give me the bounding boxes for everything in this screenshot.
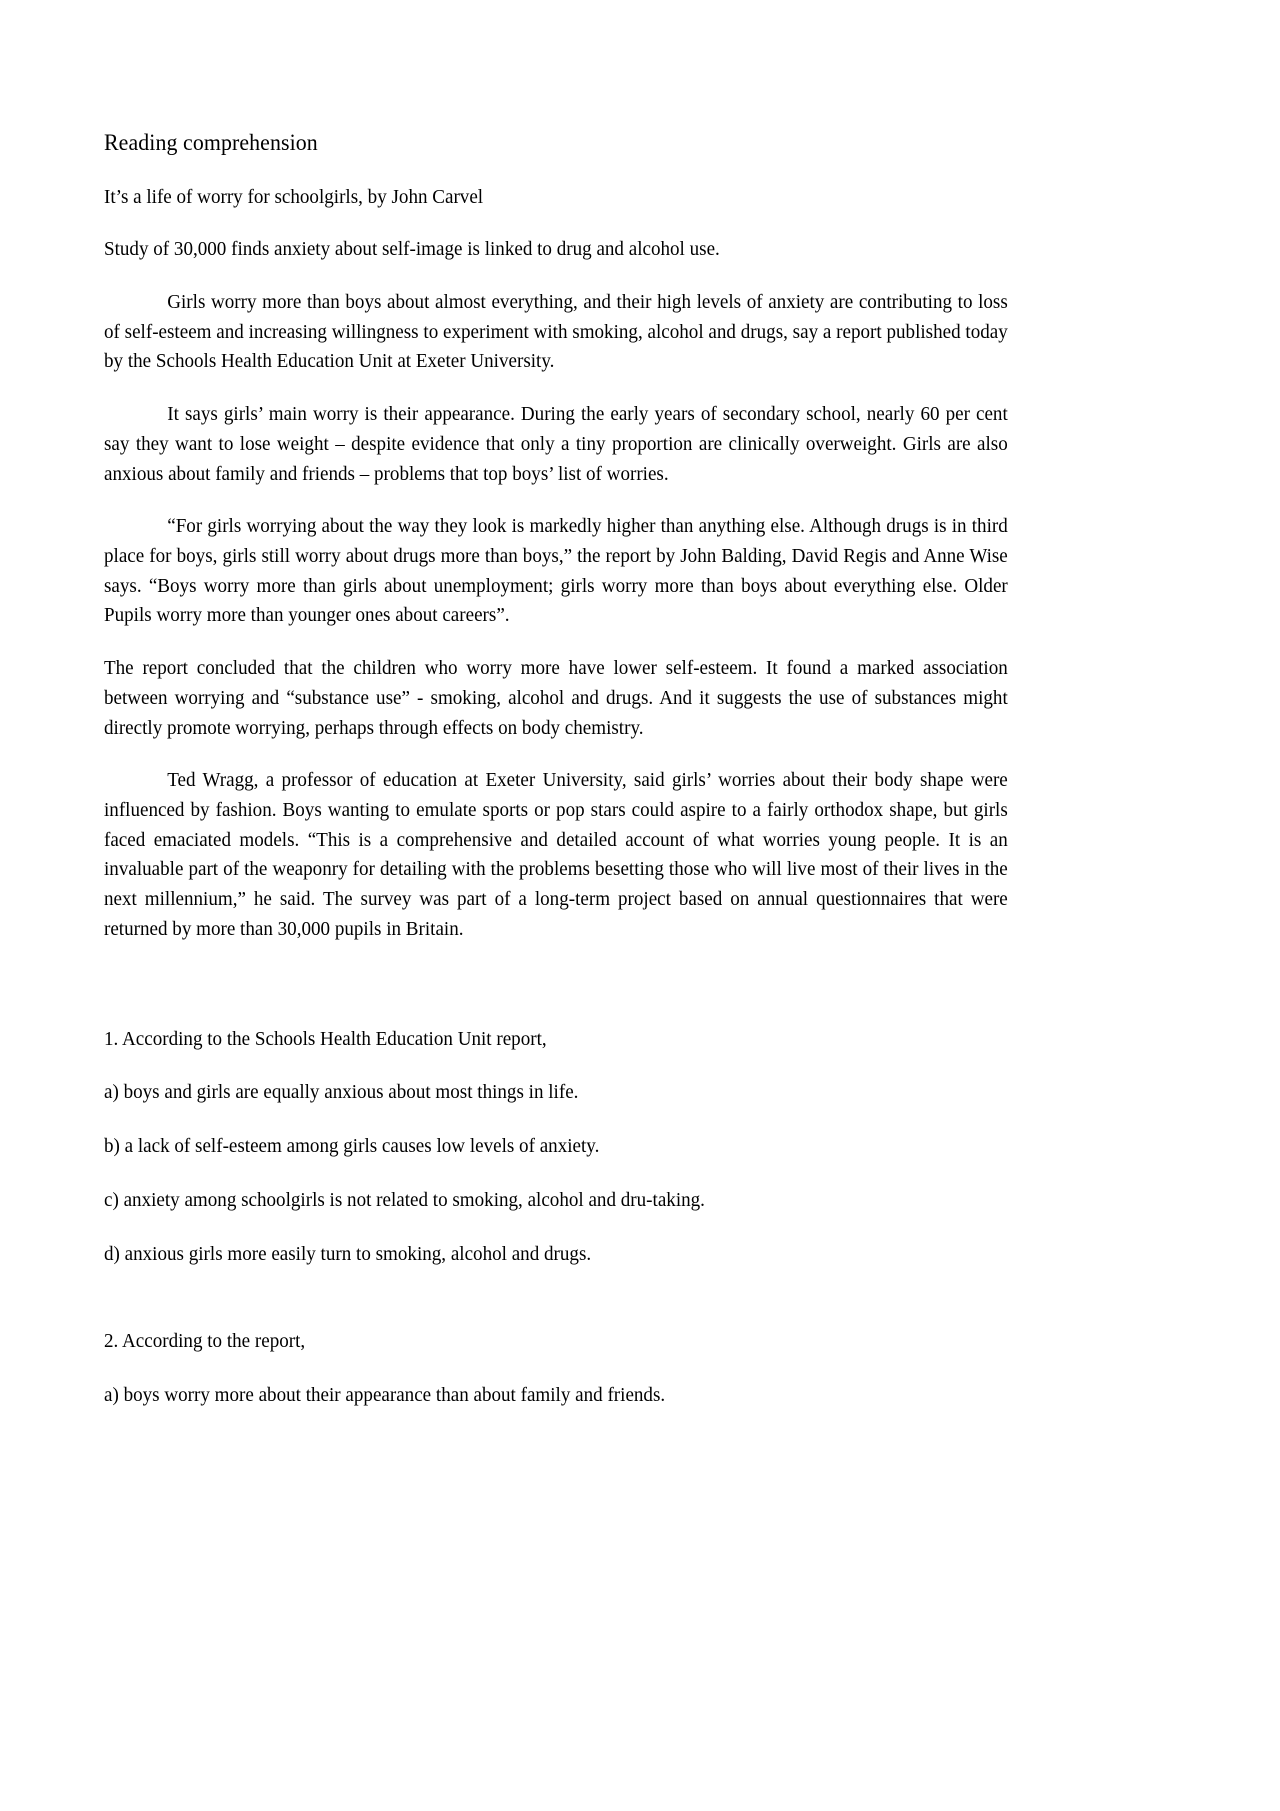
article-paragraph-4: The report concluded that the children who worry more have lower self-esteem. It found a marked association between worrying and “substance use” - smoking, alcohol and drugs. And it suggests the use of substances might directly promote worrying, perhaps through effects on body chemistry. — [104, 657, 1008, 739]
question-2-option-a[interactable]: a) boys worry more about their appearance than about family and friends. — [104, 1383, 666, 1406]
article-paragraph-3: “For girls worrying about the way they look is markedly higher than anything else. Although drugs is in third place for boys, girls still worry about drugs more than boys,” the report by John Balding, David Regis and Anne Wise says. “Boys worry more than girls about unemployment; girls worry more than boys about everything else. Older Pupils worry more than younger ones about careers”. — [104, 515, 1008, 627]
question-1-stem: 1. According to the Schools Health Education Unit report, — [104, 1027, 547, 1050]
article-standfirst: Study of 30,000 finds anxiety about self-image is linked to drug and alcohol use. — [104, 238, 720, 261]
question-1-option-a[interactable]: a) boys and girls are equally anxious about most things in life. — [104, 1081, 579, 1104]
question-spacer — [104, 1293, 1008, 1327]
section-spacer — [104, 967, 1008, 1025]
question-1-option-c[interactable]: c) anxiety among schoolgirls is not related to smoking, alcohol and dru-taking. — [104, 1188, 705, 1211]
page-title: Reading comprehension — [104, 130, 318, 156]
article-byline: It’s a life of worry for schoolgirls, by John Carvel — [104, 185, 484, 208]
document-content — [104, 128, 1008, 1435]
question-2-stem: 2. According to the report, — [104, 1330, 306, 1353]
article-paragraph-2: It says girls’ main worry is their appearance. During the early years of secondary school, nearly 60 per cent say they want to lose weight – despite evidence that only a tiny proportion are clinically overweight. Girls are also anxious about family and friends – problems that top boys’ list of worries. — [104, 403, 1008, 485]
article-paragraph-1: Girls worry more than boys about almost everything, and their high levels of anxiety are contributing to loss of self-esteem and increasing willingness to experiment with smoking, alcohol and drugs, say a report published today by the Schools Health Education Unit at Exeter University. — [104, 290, 1008, 373]
question-1-option-b[interactable]: b) a lack of self-esteem among girls causes low levels of anxiety. — [104, 1135, 600, 1158]
question-1-option-d[interactable]: d) anxious girls more easily turn to smoking, alcohol and drugs. — [104, 1242, 592, 1265]
article-paragraph-5: Ted Wragg, a professor of education at Exeter University, said girls’ worries about their body shape were influenced by fashion. Boys wanting to emulate sports or pop stars could aspire to a fairly orthodox shape, but girls faced emaciated models. “This is a comprehensive and detailed account of what worries young people. It is an invaluable part of the weaponry for detailing with the problems besetting those who will live most of their lives in the next millennium,” he said. The survey was part of a long-term project based on annual questionnaires that were returned by more than 30,000 pupils in Britain. — [104, 769, 1008, 940]
